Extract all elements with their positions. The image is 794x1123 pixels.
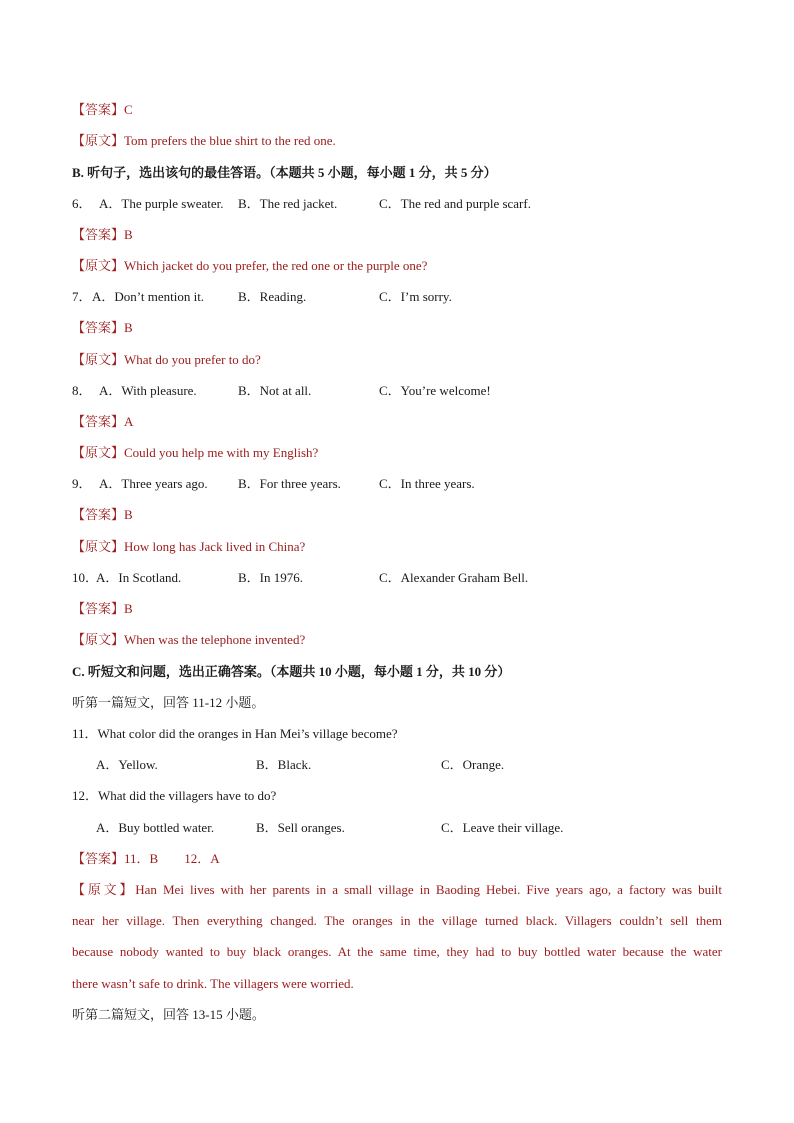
option-a: A．With pleasure. xyxy=(99,383,197,398)
answer-label: 【答案】 xyxy=(72,227,125,242)
original-label: 【原文】 xyxy=(72,445,125,460)
question-number: 8． xyxy=(72,383,92,398)
option-a: A．The purple sweater. xyxy=(99,196,224,211)
answer-value: B xyxy=(124,320,133,335)
q6-answer xyxy=(72,227,722,243)
answer-label: 【答案】 xyxy=(72,851,125,866)
original-label: 【原文】 xyxy=(72,882,136,897)
option-a: A．Buy bottled water. xyxy=(96,820,215,835)
q7-original xyxy=(72,352,722,368)
original-label: 【原文】 xyxy=(72,133,125,148)
original-text: When was the telephone invented? xyxy=(124,632,306,647)
q10-original xyxy=(72,632,722,648)
option-a: A．Yellow. xyxy=(96,757,158,772)
original-text: Could you help me with my English? xyxy=(124,445,319,460)
passage-1-line-3: because nobody wanted to buy black oranges. At the same time, they had to buy bottled water because the water xyxy=(72,944,722,959)
question-11-stem: 11．What color did the oranges in Han Mei’s village become? xyxy=(72,726,398,741)
option-b: B．In 1976. xyxy=(238,570,304,585)
q9-original xyxy=(72,539,722,555)
q8-original xyxy=(72,445,722,461)
q11-12-answer xyxy=(72,851,722,867)
option-c: C．In three years. xyxy=(379,476,475,491)
q8-answer xyxy=(72,414,722,430)
passage-1-intro: 听第一篇短文，回答 11-12 小题。 xyxy=(72,695,265,710)
option-b: B．Sell oranges. xyxy=(256,820,345,835)
option-b: B．The red jacket. xyxy=(238,196,338,211)
q9-answer xyxy=(72,507,722,523)
passage-1-line-2: near her village. Then everything changed. The oranges in the village turned black. Villagers couldn’t sell them xyxy=(72,913,722,928)
section-b-title: B. 听句子，选出该句的最佳答语。（本题共 5 小题，每小题 1 分，共 5 分） xyxy=(72,165,497,180)
answer-value: A xyxy=(124,414,134,429)
question-12-stem: 12．What did the villagers have to do? xyxy=(72,788,277,803)
q5-answer xyxy=(72,102,722,118)
answer-value: 11．B 12．A xyxy=(124,851,220,866)
answer-label: 【答案】 xyxy=(72,414,125,429)
original-label: 【原文】 xyxy=(72,632,125,647)
answer-label: 【答案】 xyxy=(72,102,125,117)
original-text: How long has Jack lived in China? xyxy=(124,539,306,554)
option-b: B．Not at all. xyxy=(238,383,312,398)
original-text: What do you prefer to do? xyxy=(124,352,261,367)
original-label: 【原文】 xyxy=(72,352,125,367)
question-number: 9． xyxy=(72,476,92,491)
option-c: C．Alexander Graham Bell. xyxy=(379,570,529,585)
option-a: A．In Scotland. xyxy=(96,570,182,585)
passage-2-intro: 听第二篇短文，回答 13-15 小题。 xyxy=(72,1007,265,1022)
q5-original xyxy=(72,133,722,149)
option-c: C．Leave their village. xyxy=(441,820,564,835)
answer-label: 【答案】 xyxy=(72,507,125,522)
original-text: Which jacket do you prefer, the red one or the purple one? xyxy=(124,258,428,273)
answer-label: 【答案】 xyxy=(72,320,125,335)
original-label: 【原文】 xyxy=(72,539,125,554)
answer-value: C xyxy=(124,102,133,117)
option-b: B．Black. xyxy=(256,757,312,772)
question-number: 10． xyxy=(72,570,99,585)
section-c-title: C. 听短文和问题，选出正确答案。（本题共 10 小题，每小题 1 分，共 10 分） xyxy=(72,664,511,679)
passage-1-line-1 xyxy=(72,882,722,898)
passage-1-line-4: there wasn’t safe to drink. The villagers were worried. xyxy=(72,976,354,991)
q7-answer xyxy=(72,320,722,336)
original-text: Tom prefers the blue shirt to the red one. xyxy=(124,133,336,148)
original-label: 【原文】 xyxy=(72,258,125,273)
question-number: 7． xyxy=(72,289,92,304)
option-c: C．The red and purple scarf. xyxy=(379,196,531,211)
answer-label: 【答案】 xyxy=(72,601,125,616)
option-a: A．Three years ago. xyxy=(99,476,208,491)
answer-value: B xyxy=(124,227,133,242)
original-text: Han Mei lives with her parents in a small village in Baoding Hebei. Five years ago, a factory was built xyxy=(135,882,722,897)
option-a: A．Don’t mention it. xyxy=(92,289,205,304)
question-number: 6． xyxy=(72,196,92,211)
option-c: C．Orange. xyxy=(441,757,505,772)
answer-value: B xyxy=(124,507,133,522)
option-c: C．You’re welcome! xyxy=(379,383,491,398)
option-c: C．I’m sorry. xyxy=(379,289,452,304)
q10-answer xyxy=(72,601,722,617)
option-b: B．For three years. xyxy=(238,476,341,491)
answer-value: B xyxy=(124,601,133,616)
option-b: B．Reading. xyxy=(238,289,307,304)
q6-original xyxy=(72,258,722,274)
